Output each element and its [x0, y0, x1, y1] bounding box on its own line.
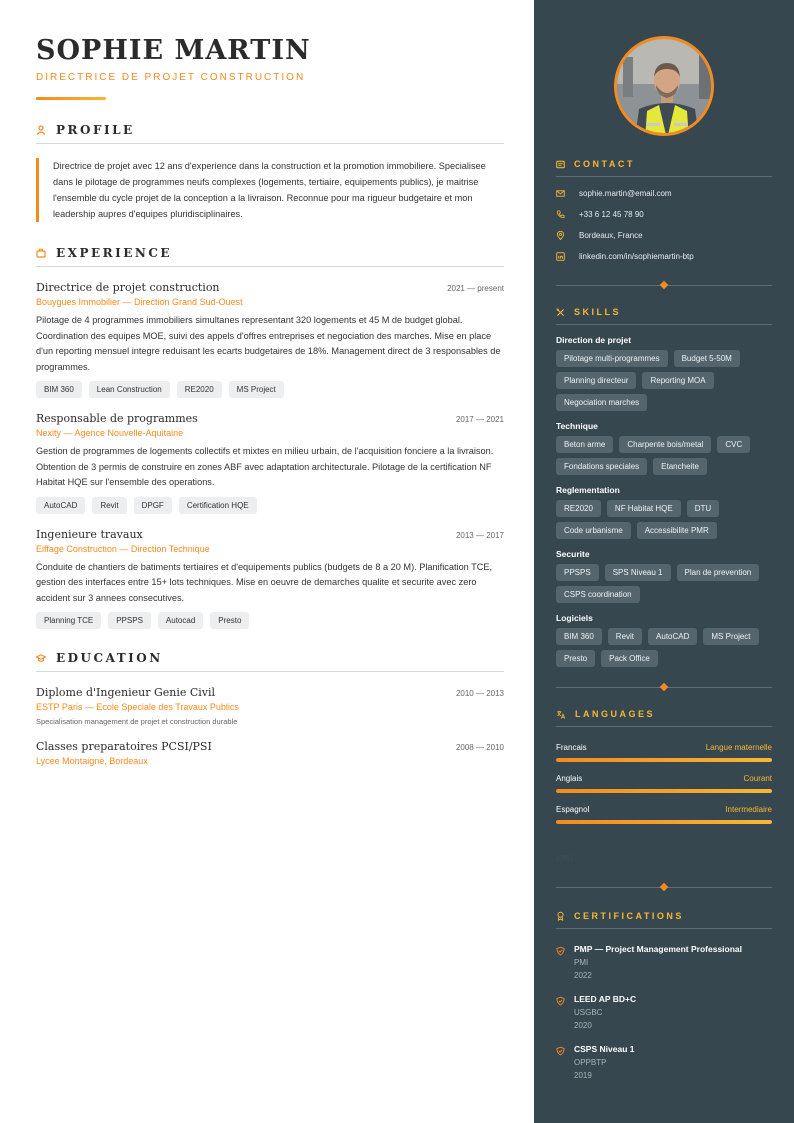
- skill-tag: Lean Construction: [89, 381, 170, 398]
- skill-category: Securite: [556, 549, 590, 559]
- skill-tag: AutoCAD: [36, 497, 85, 514]
- language-item: [556, 743, 772, 762]
- diamond-ornament: [660, 883, 668, 891]
- language-name: Anglais: [556, 774, 583, 783]
- shield-check-icon: [556, 1046, 565, 1056]
- skills-title: SKILLS: [574, 307, 622, 317]
- job-tags: [36, 612, 504, 629]
- skill-tag: Presto: [210, 612, 249, 629]
- job-date: 2013 — 2017: [455, 530, 504, 540]
- skill-tag: Planning TCE: [36, 612, 101, 629]
- contact-card-icon: [556, 160, 565, 169]
- language-level: Courant: [743, 774, 772, 783]
- person-icon: [36, 125, 46, 135]
- skill-tag: PPSPS: [108, 612, 151, 629]
- skill-tag: Beton arme: [556, 436, 613, 453]
- certification-item: [556, 1044, 772, 1080]
- skill-tag: Negociation marches: [556, 394, 647, 411]
- contact-section: [556, 159, 772, 267]
- job-date: 2021 — present: [447, 284, 504, 293]
- certification-title: LEED AP BD+C: [574, 994, 637, 1004]
- phone-text: +33 6 12 45 78 90: [579, 210, 644, 219]
- profile-title: PROFILE: [56, 123, 135, 137]
- certification-year: 2019: [574, 1071, 592, 1080]
- email-text: sophie.martin@email.com: [579, 189, 672, 198]
- skill-tag: PPSPS: [556, 564, 599, 581]
- accent-bar: [36, 97, 106, 100]
- translate-icon: [556, 710, 566, 719]
- skill-group: [556, 485, 772, 539]
- language-level: Intermediaire: [725, 805, 772, 814]
- skill-tag: Presto: [556, 650, 595, 667]
- skill-tag: Etancheite: [653, 458, 707, 475]
- job-company: Bouygues Immobilier — Direction Grand Sud-Ouest: [36, 297, 243, 307]
- job-description: Gestion de programmes de logements collectifs et mixtes en milieu urbain, de l'acquisition fonciere a la livraison. Obtention de 3 permis de construire en zones ABF avec adaptation architecturale. Pilotage de la certification NF Habitat HQE sur l'ensemble des operations.: [36, 446, 494, 487]
- job-item: [36, 281, 504, 398]
- education-item: [36, 686, 504, 726]
- job-tags: [36, 497, 504, 514]
- language-bar: [556, 789, 772, 793]
- skill-category: Technique: [556, 421, 598, 431]
- skill-tag: Planning directeur: [556, 372, 636, 389]
- skill-tag: DPGF: [134, 497, 172, 514]
- linkedin-text: linkedin.com/in/sophiemartin-btp: [579, 252, 694, 261]
- section-divider: [556, 285, 772, 286]
- profile-section: [36, 123, 504, 222]
- school-name: Lycee Montaigne, Bordeaux: [36, 756, 148, 766]
- sidebar: [534, 0, 794, 1123]
- skill-tag: MS Project: [229, 381, 284, 398]
- job-item: [36, 412, 504, 514]
- skill-tag: MS Project: [703, 628, 758, 645]
- job-title: Directrice de projet construction: [36, 281, 220, 294]
- contact-phone[interactable]: [556, 204, 772, 225]
- certifications-header: [556, 911, 772, 929]
- education-item: [36, 740, 504, 766]
- section-divider: [556, 887, 772, 888]
- skill-tag: Reporting MOA: [642, 372, 713, 389]
- contact-header: [556, 159, 772, 177]
- skill-tag: NF Habitat HQE: [607, 500, 681, 517]
- education-title: EDUCATION: [56, 651, 163, 665]
- skill-tag: Revit: [608, 628, 642, 645]
- location-text: Bordeaux, France: [579, 231, 643, 240]
- language-bar-fill: [556, 758, 772, 762]
- skill-group: [556, 549, 772, 603]
- skills-header: [556, 307, 772, 325]
- profile-header: [36, 123, 504, 144]
- job-description: Pilotage de 4 programmes immobiliers simultanes representant 320 logements et 45 M de budget global. Coordination des equipes MOE, suivi des appels d'offres entreprises et negociation des marches. Mise en place d'un reporting mensuel integre reduisant les ecarts budgetaires de 18%. Management direct de 3 responsables de programmes.: [36, 315, 501, 372]
- contact-linkedin[interactable]: [556, 246, 772, 267]
- certification-year: 2020: [574, 1021, 592, 1030]
- skill-group: [556, 613, 772, 667]
- language-bar: [556, 758, 772, 762]
- languages-header: [556, 709, 772, 727]
- certification-title: PMP — Project Management Professional: [574, 944, 742, 954]
- diamond-ornament: [660, 683, 668, 691]
- skill-tag: Certification HQE: [179, 497, 257, 514]
- degree-date: 2010 — 2013: [455, 689, 504, 698]
- profile-photo: [614, 36, 714, 136]
- skill-tag: SPS Niveau 1: [605, 564, 671, 581]
- skill-tag: Pack Office: [601, 650, 658, 667]
- award-icon: [556, 911, 565, 921]
- diamond-ornament: [660, 281, 668, 289]
- education-header: [36, 651, 504, 672]
- graduation-cap-icon: [36, 653, 46, 663]
- skill-category: Direction de projet: [556, 335, 632, 345]
- shield-check-icon: [556, 946, 565, 956]
- degree-title: Classes preparatoires PCSI/PSI: [36, 740, 212, 753]
- skill-tag: CSPS coordination: [556, 586, 640, 603]
- contact-location: [556, 225, 772, 246]
- linkedin-icon: [556, 252, 565, 261]
- degree-date: 2008 — 2010: [455, 743, 504, 752]
- candidate-name: SOPHIE MARTIN: [36, 35, 311, 66]
- certification-item: [556, 944, 772, 980]
- skill-tag: Budget 5-50M: [674, 350, 740, 367]
- skill-tag: Accessibilite PMR: [637, 522, 717, 539]
- language-item: [556, 805, 772, 824]
- languages-section: [556, 709, 772, 863]
- section-divider: [556, 687, 772, 688]
- certifications-section: [556, 911, 772, 1080]
- skill-tag: CVC: [717, 436, 750, 453]
- skill-tag: BIM 360: [36, 381, 82, 398]
- languages-title: LANGUAGES: [575, 709, 656, 719]
- experience-header: [36, 246, 504, 267]
- certification-item: [556, 994, 772, 1030]
- briefcase-icon: [36, 248, 46, 258]
- skill-group: [556, 421, 772, 475]
- skill-category: Reglementation: [556, 485, 620, 495]
- language-name: Francais: [556, 743, 587, 752]
- skill-tag: BIM 360: [556, 628, 602, 645]
- skill-tag: AutoCAD: [648, 628, 697, 645]
- contact-title: CONTACT: [574, 159, 635, 169]
- language-item: [556, 774, 772, 793]
- tools-icon: [556, 308, 565, 317]
- job-item: [36, 528, 504, 630]
- certification-org: USGBC: [574, 1008, 603, 1017]
- skill-tag: Revit: [92, 497, 126, 514]
- certifications-title: CERTIFICATIONS: [574, 911, 684, 921]
- job-title: Ingenieure travaux: [36, 527, 143, 541]
- language-level: Langue maternelle: [705, 743, 772, 752]
- skill-tag: Code urbanisme: [556, 522, 631, 539]
- job-title: Responsable de programmes: [36, 412, 198, 425]
- job-description: Conduite de chantiers de batiments tertiaires et d'equipements publics (budgets de 8 a 20 M). Planification TCE, gestion des interfaces entre 15+ lots techniques. Mise en oeuvre de demarches qualite et securite avec zero accident sur 3 annees consecutives.: [36, 561, 493, 603]
- degree-note: Specialisation management de projet et construction durable: [36, 717, 238, 726]
- language-bar-fill: [556, 789, 772, 793]
- degree-title: Diplome d'Ingenieur Genie Civil: [36, 686, 216, 699]
- language-name: Espagnol: [556, 805, 590, 814]
- skill-tag: Pilotage multi-programmes: [556, 350, 668, 367]
- school-name: ESTP Paris — Ecole Speciale des Travaux Publics: [36, 702, 239, 712]
- job-company: Nexity — Agence Nouvelle-Aquitaine: [36, 428, 184, 438]
- location-pin-icon: [556, 231, 565, 240]
- skill-tag: Charpente bois/metal: [619, 436, 711, 453]
- experience-section: [36, 246, 504, 629]
- certification-title: CSPS Niveau 1: [574, 1044, 635, 1054]
- certification-org: PMI: [574, 958, 589, 967]
- skill-tag: Plan de prevention: [677, 564, 760, 581]
- contact-email[interactable]: [556, 183, 772, 204]
- skill-tag: Autocad: [158, 612, 203, 629]
- certification-year: 2022: [574, 971, 592, 980]
- skill-tag: DTU: [687, 500, 719, 517]
- skill-tag: RE2020: [556, 500, 601, 517]
- education-section: [36, 651, 504, 766]
- job-date: 2017 — 2021: [455, 415, 504, 424]
- mail-icon: [556, 189, 565, 198]
- job-tags: [36, 381, 504, 398]
- candidate-role: DIRECTRICE DE PROJET CONSTRUCTION: [36, 72, 306, 83]
- certification-org: OPPBTP: [574, 1058, 607, 1067]
- language-bar-fill: [556, 820, 772, 824]
- template-placeholder: {{/if}}: [556, 854, 573, 863]
- language-bar: [556, 820, 772, 824]
- portrait-image: [617, 39, 714, 136]
- skill-tag: Fondations speciales: [556, 458, 647, 475]
- job-company: Eiffage Construction — Direction Technique: [36, 543, 210, 554]
- phone-icon: [556, 210, 565, 219]
- profile-text: Directrice de projet avec 12 ans d'experience dans la construction et la promotion immobiliere. Specialisee dans le pilotage de programmes neufs complexes (logements, tertiaire, equipements publics), je maitrise l'ensemble du cycle projet de la conception a la livraison. Reconnue pour ma rigueur budgetaire et mon leadership aupres d'equipes pluridisciplinaires.: [36, 158, 504, 222]
- shield-check-icon: [556, 996, 565, 1006]
- skill-category: Logiciels: [556, 613, 593, 623]
- experience-title: EXPERIENCE: [56, 246, 173, 260]
- skills-section: [556, 307, 772, 667]
- skill-group: [556, 335, 772, 411]
- skill-tag: RE2020: [177, 381, 222, 398]
